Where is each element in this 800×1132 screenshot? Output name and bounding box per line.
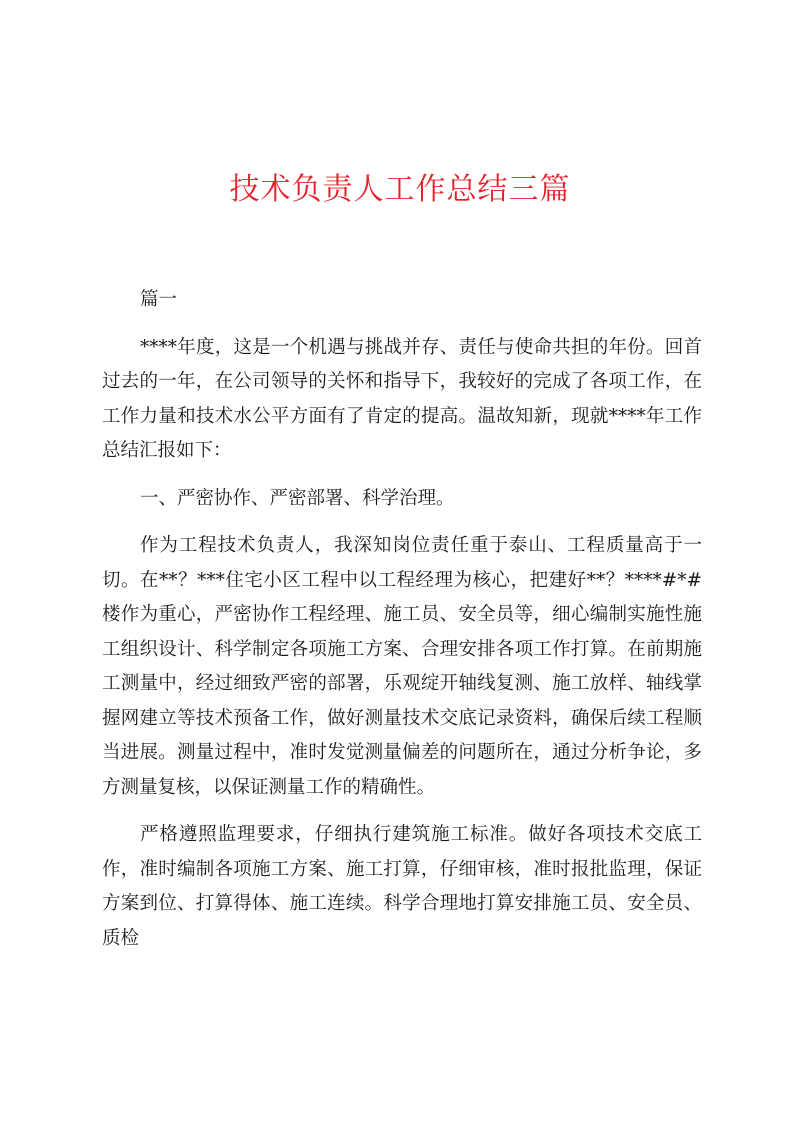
paragraph-duties: 作为工程技术负责人，我深知岗位责任重于泰山、工程质量高于一切。在**？***住宅小区工程中以工程经理为核心，把建好**？****#*#楼作为重心，严密协作工程经理、施工员、安全员等，细心编制实施性施工组织设计、科学制定各项施工方案、合理安排各项工作打算。在前期施工测量中，经过细致严密的部署，乐观绽开轴线复测、施工放样、轴线掌握网建立等技术预备工作，做好测量技术交底记录资料，确保后续工程顺当进展。测量过程中，准时发觉测量偏差的问题所在，通过分析争论，多方测量复核，以保证测量工作的精确性。 — [102, 535, 702, 798]
paragraph-standards: 严格遵照监理要求，仔细执行建筑施工标准。做好各项技术交底工作，准时编制各项施工方案、施工打算，仔细审核，准时报批监理，保证方案到位、打算得体、施工连续。科学合理地打算安排施工员、安全员、质检 — [102, 824, 702, 949]
section-label: 篇一 — [140, 289, 178, 310]
paragraph-heading-1: 一、严密协作、严密部署、科学治理。 — [140, 487, 455, 509]
document-body — [102, 283, 702, 956]
document-title: 技术负责人工作总结三篇 — [229, 172, 571, 207]
paragraph-intro: ****年度，这是一个机遇与挑战并存、责任与使命共担的年份。回首过去的一年，在公司领导的关怀和指导下，我较好的完成了各项工作，在工作力量和技术水公平方面有了肯定的提高。温故知新，现就****年工作总结汇报如下： — [102, 336, 702, 461]
